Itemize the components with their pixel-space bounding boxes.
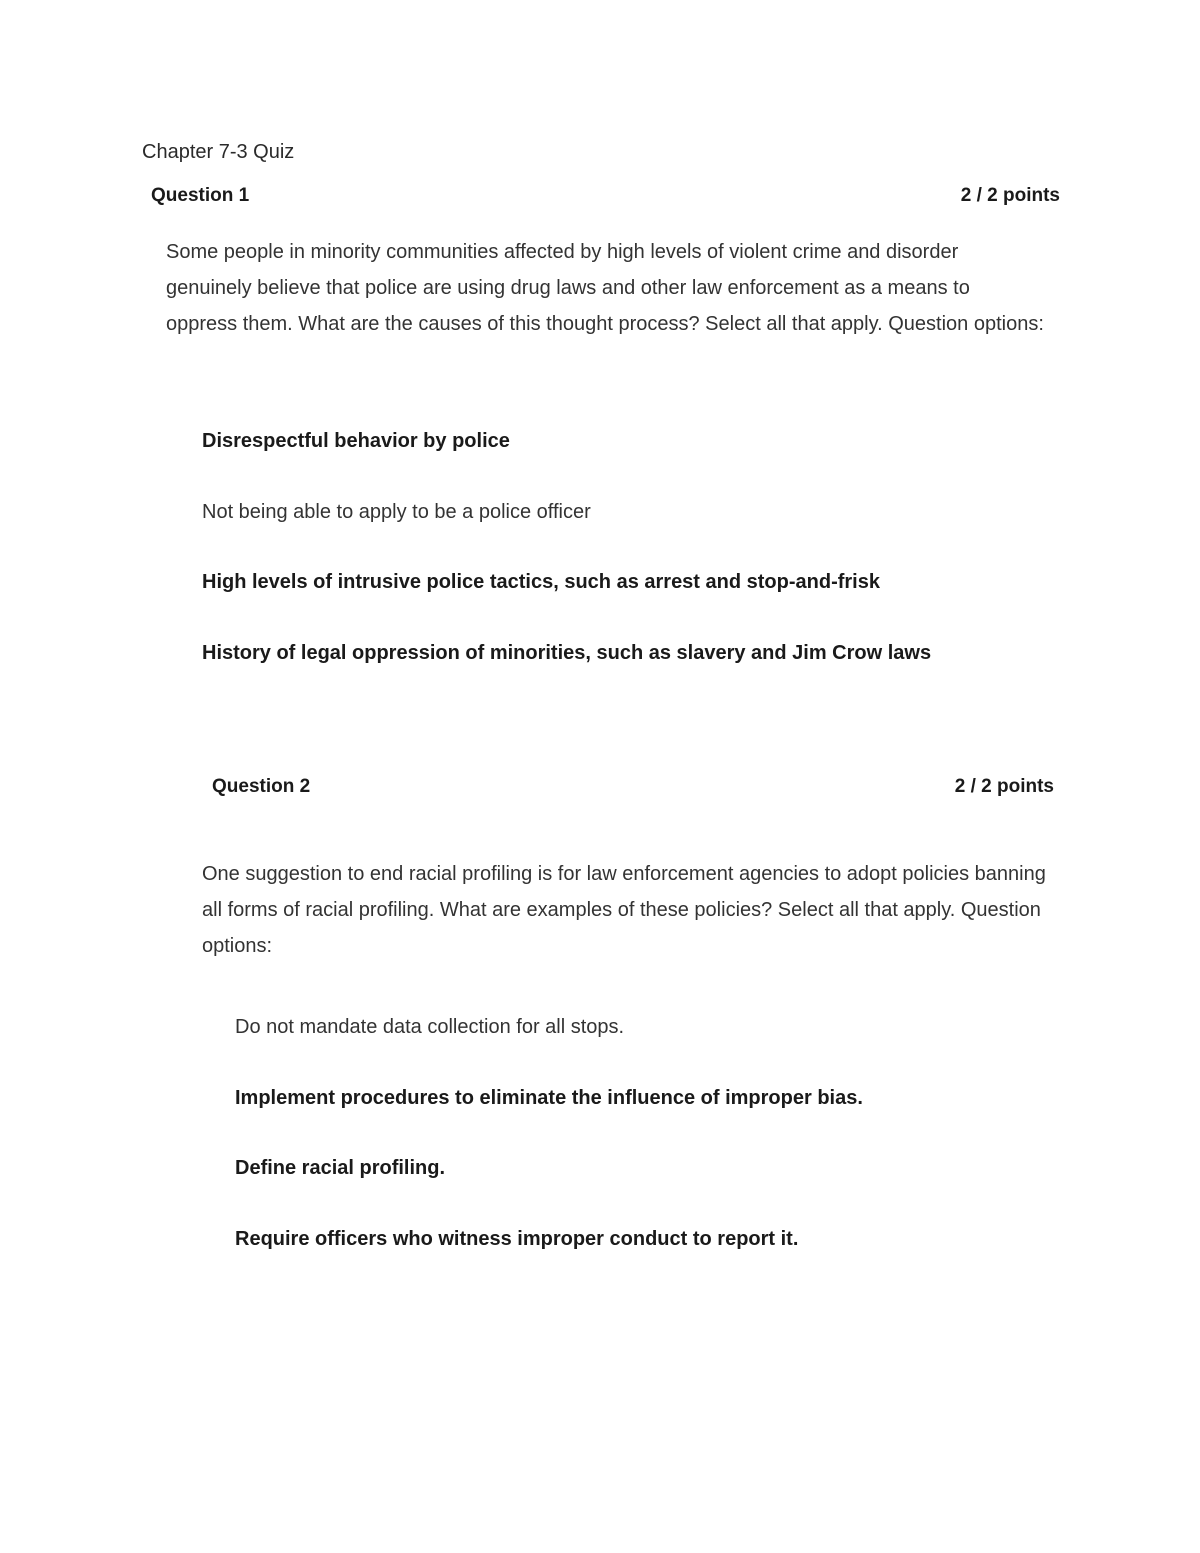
question-1-option-2: Not being able to apply to be a police officer xyxy=(202,501,591,523)
question-2-option-2: Implement procedures to eliminate the influence of improper bias. xyxy=(235,1087,863,1109)
question-1-option-4: History of legal oppression of minorities, such as slavery and Jim Crow laws xyxy=(202,642,932,664)
question-2-option-1: Do not mandate data collection for all stops. xyxy=(235,1016,625,1038)
question-2-text: One suggestion to end racial profiling is for law enforcement agencies to adopt policies banning all forms of racial profiling. What are examples of these policies? Select all that apply. Question options: xyxy=(202,863,1046,957)
question-2-points: 2 / 2 points xyxy=(954,776,1054,797)
question-1-label: Question 1 xyxy=(151,185,250,206)
question-2-option-3: Define racial profiling. xyxy=(235,1157,446,1179)
question-2-option-4: Require officers who witness improper conduct to report it. xyxy=(235,1228,799,1250)
question-1-text: Some people in minority communities affected by high levels of violent crime and disorder genuinely believe that police are using drug laws and other law enforcement as a means to oppress them. What are the causes of this thought process? Select all that apply. Question options: xyxy=(166,241,1044,335)
page-title: Chapter 7-3 Quiz xyxy=(142,141,295,163)
question-1-points: 2 / 2 points xyxy=(960,185,1060,206)
question-1-option-3: High levels of intrusive police tactics, such as arrest and stop-and-frisk xyxy=(202,571,880,593)
question-1-option-1: Disrespectful behavior by police xyxy=(202,430,510,452)
question-2-label: Question 2 xyxy=(212,776,311,797)
